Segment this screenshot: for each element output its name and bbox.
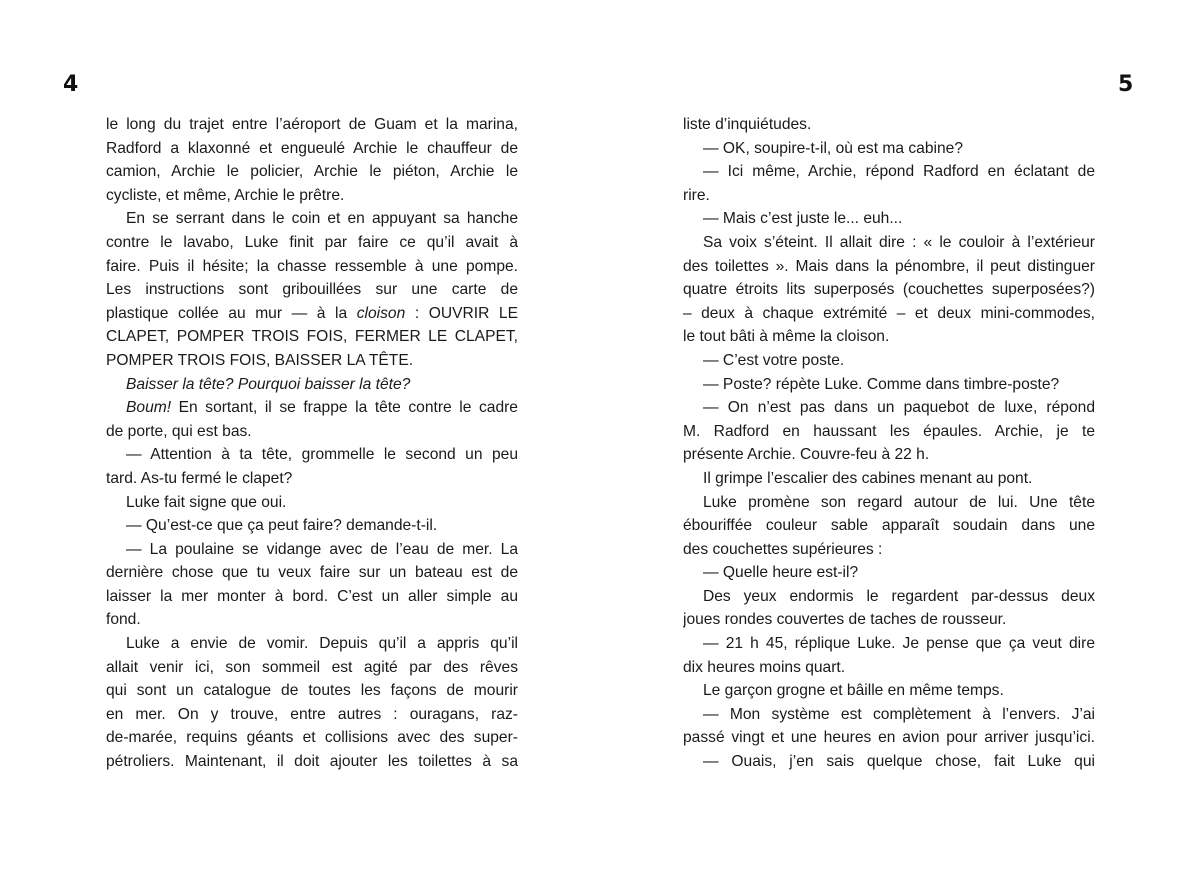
text-line: le long du trajet entre l’aéroport de Guam et la marina,: [106, 116, 518, 133]
right-page-text: [683, 113, 1095, 774]
text-line: camion, Archie le policier, Archie le piéton, Archie le: [106, 163, 518, 181]
text-line: contre le lavabo, Luke finit par faire ce qu’il avait à: [106, 233, 518, 251]
text-line: [106, 302, 518, 326]
text-line: Luke a envie de vomir. Depuis qu’il a appris qu’il: [126, 635, 518, 653]
text-line: cycliste, et même, Archie le prêtre.: [106, 186, 345, 204]
text-line: qui sont un catalogue de toutes les façons de mourir: [106, 682, 518, 700]
text-line: présente Archie. Couvre-feu à 22 h.: [683, 446, 930, 464]
text-line: Le garçon grogne et bâille en même temps.: [703, 682, 1004, 700]
text-line: tard. As-tu fermé le clapet?: [106, 469, 293, 487]
text-segment: En sortant, il se frappe la tête contre le cadre: [178, 399, 518, 417]
text-line: en mer. On y trouve, entre autres : ouragans, raz-: [106, 705, 518, 723]
text-line: de porte, qui est bas.: [106, 422, 252, 440]
text-line: des couchettes supérieures :: [683, 540, 883, 558]
text-line: pétroliers. Maintenant, il doit ajouter les toilettes à sa: [106, 753, 518, 771]
text-line: faire. Puis il hésite; la chasse ressemble à une pompe.: [106, 257, 518, 275]
text-segment: plastique collée au mur — à la: [106, 304, 348, 322]
page-number-left: 4: [63, 72, 79, 97]
left-page-text: [106, 113, 518, 774]
text-line: passé vingt et une heures en avion pour arriver jusqu’ici.: [683, 729, 1095, 747]
text-line: — 21 h 45, réplique Luke. Je pense que ça veut dire: [703, 635, 1095, 653]
text-line: Des yeux endormis le regardent par-dessus deux: [703, 587, 1095, 605]
text-line: allait venir ici, son sommeil est agité par des rêves: [106, 658, 518, 676]
text-line: — Mon système est complètement à l’envers. J’ai: [703, 705, 1095, 723]
text-line: CLAPET, POMPER TROIS FOIS, FERMER LE CLAPET,: [106, 328, 518, 346]
text-line: — C’est votre poste.: [703, 351, 845, 369]
text-segment-italic: Boum!: [126, 399, 172, 417]
text-line: le tout bâti à même la cloison.: [683, 328, 890, 346]
text-line: liste d’inquiétudes.: [683, 116, 812, 133]
text-segment-italic: cloison: [356, 304, 406, 322]
page-number-right: 5: [1118, 72, 1134, 97]
text-line: Luke promène son regard autour de lui. Une tête: [703, 493, 1095, 511]
text-segment: : OUVRIR LE: [414, 304, 518, 322]
text-line: — OK, soupire-t-il, où est ma cabine?: [703, 139, 964, 157]
text-line: joues rondes couvertes de taches de rousseur.: [683, 611, 1007, 629]
text-line: — On n’est pas dans un paquebot de luxe, répond: [703, 399, 1095, 417]
text-line: — Ouais, j’en sais quelque chose, fait Luke qui: [703, 753, 1095, 771]
text-line: Baisser la tête? Pourquoi baisser la tête?: [126, 375, 411, 393]
text-line: POMPER TROIS FOIS, BAISSER LA TÊTE.: [106, 351, 414, 369]
text-line: Les instructions sont gribouillées sur une carte de: [106, 281, 518, 299]
text-line: — La poulaine se vidange avec de l’eau de mer. La: [126, 540, 518, 558]
text-line: Il grimpe l’escalier des cabines menant au pont.: [703, 469, 1033, 487]
text-line: dix heures moins quart.: [683, 658, 846, 676]
text-line: de-marée, requins géants et collisions avec des super-: [106, 729, 518, 747]
text-line: — Qu’est-ce que ça peut faire? demande-t-il.: [126, 517, 438, 535]
text-line: — Poste? répète Luke. Comme dans timbre-poste?: [703, 375, 1060, 393]
text-line: Radford a klaxonné et engueulé Archie le chauffeur de: [106, 139, 518, 157]
text-line: quatre étroits lits superposés (couchettes superposées?): [683, 281, 1095, 299]
text-line: fond.: [106, 611, 141, 629]
text-line: — Mais c’est juste le... euh...: [703, 210, 903, 228]
text-line: [106, 396, 518, 420]
text-line: – deux à chaque extrémité – et deux mini-commodes,: [683, 304, 1095, 322]
text-line: M. Radford en haussant les épaules. Archie, je te: [683, 422, 1095, 440]
text-line: Luke fait signe que oui.: [126, 493, 287, 511]
text-line: — Attention à ta tête, grommelle le second un peu: [126, 446, 518, 464]
text-line: En se serrant dans le coin et en appuyant sa hanche: [126, 210, 518, 228]
text-line: laisser la mer monter à bord. C’est un aller simple au: [106, 587, 518, 605]
text-line: — Ici même, Archie, répond Radford en éclatant de: [703, 163, 1095, 181]
text-line: des toilettes ». Mais dans la pénombre, il peut distinguer: [683, 257, 1095, 275]
text-line: ébouriffée couleur sable apparaît soudain dans une: [683, 517, 1095, 535]
text-line: rire.: [683, 186, 710, 204]
text-line: dernière chose que tu veux faire sur un bateau est de: [106, 564, 518, 582]
text-line: — Quelle heure est-il?: [703, 564, 859, 582]
text-line: Sa voix s’éteint. Il allait dire : « le couloir à l’extérieur: [703, 233, 1095, 251]
